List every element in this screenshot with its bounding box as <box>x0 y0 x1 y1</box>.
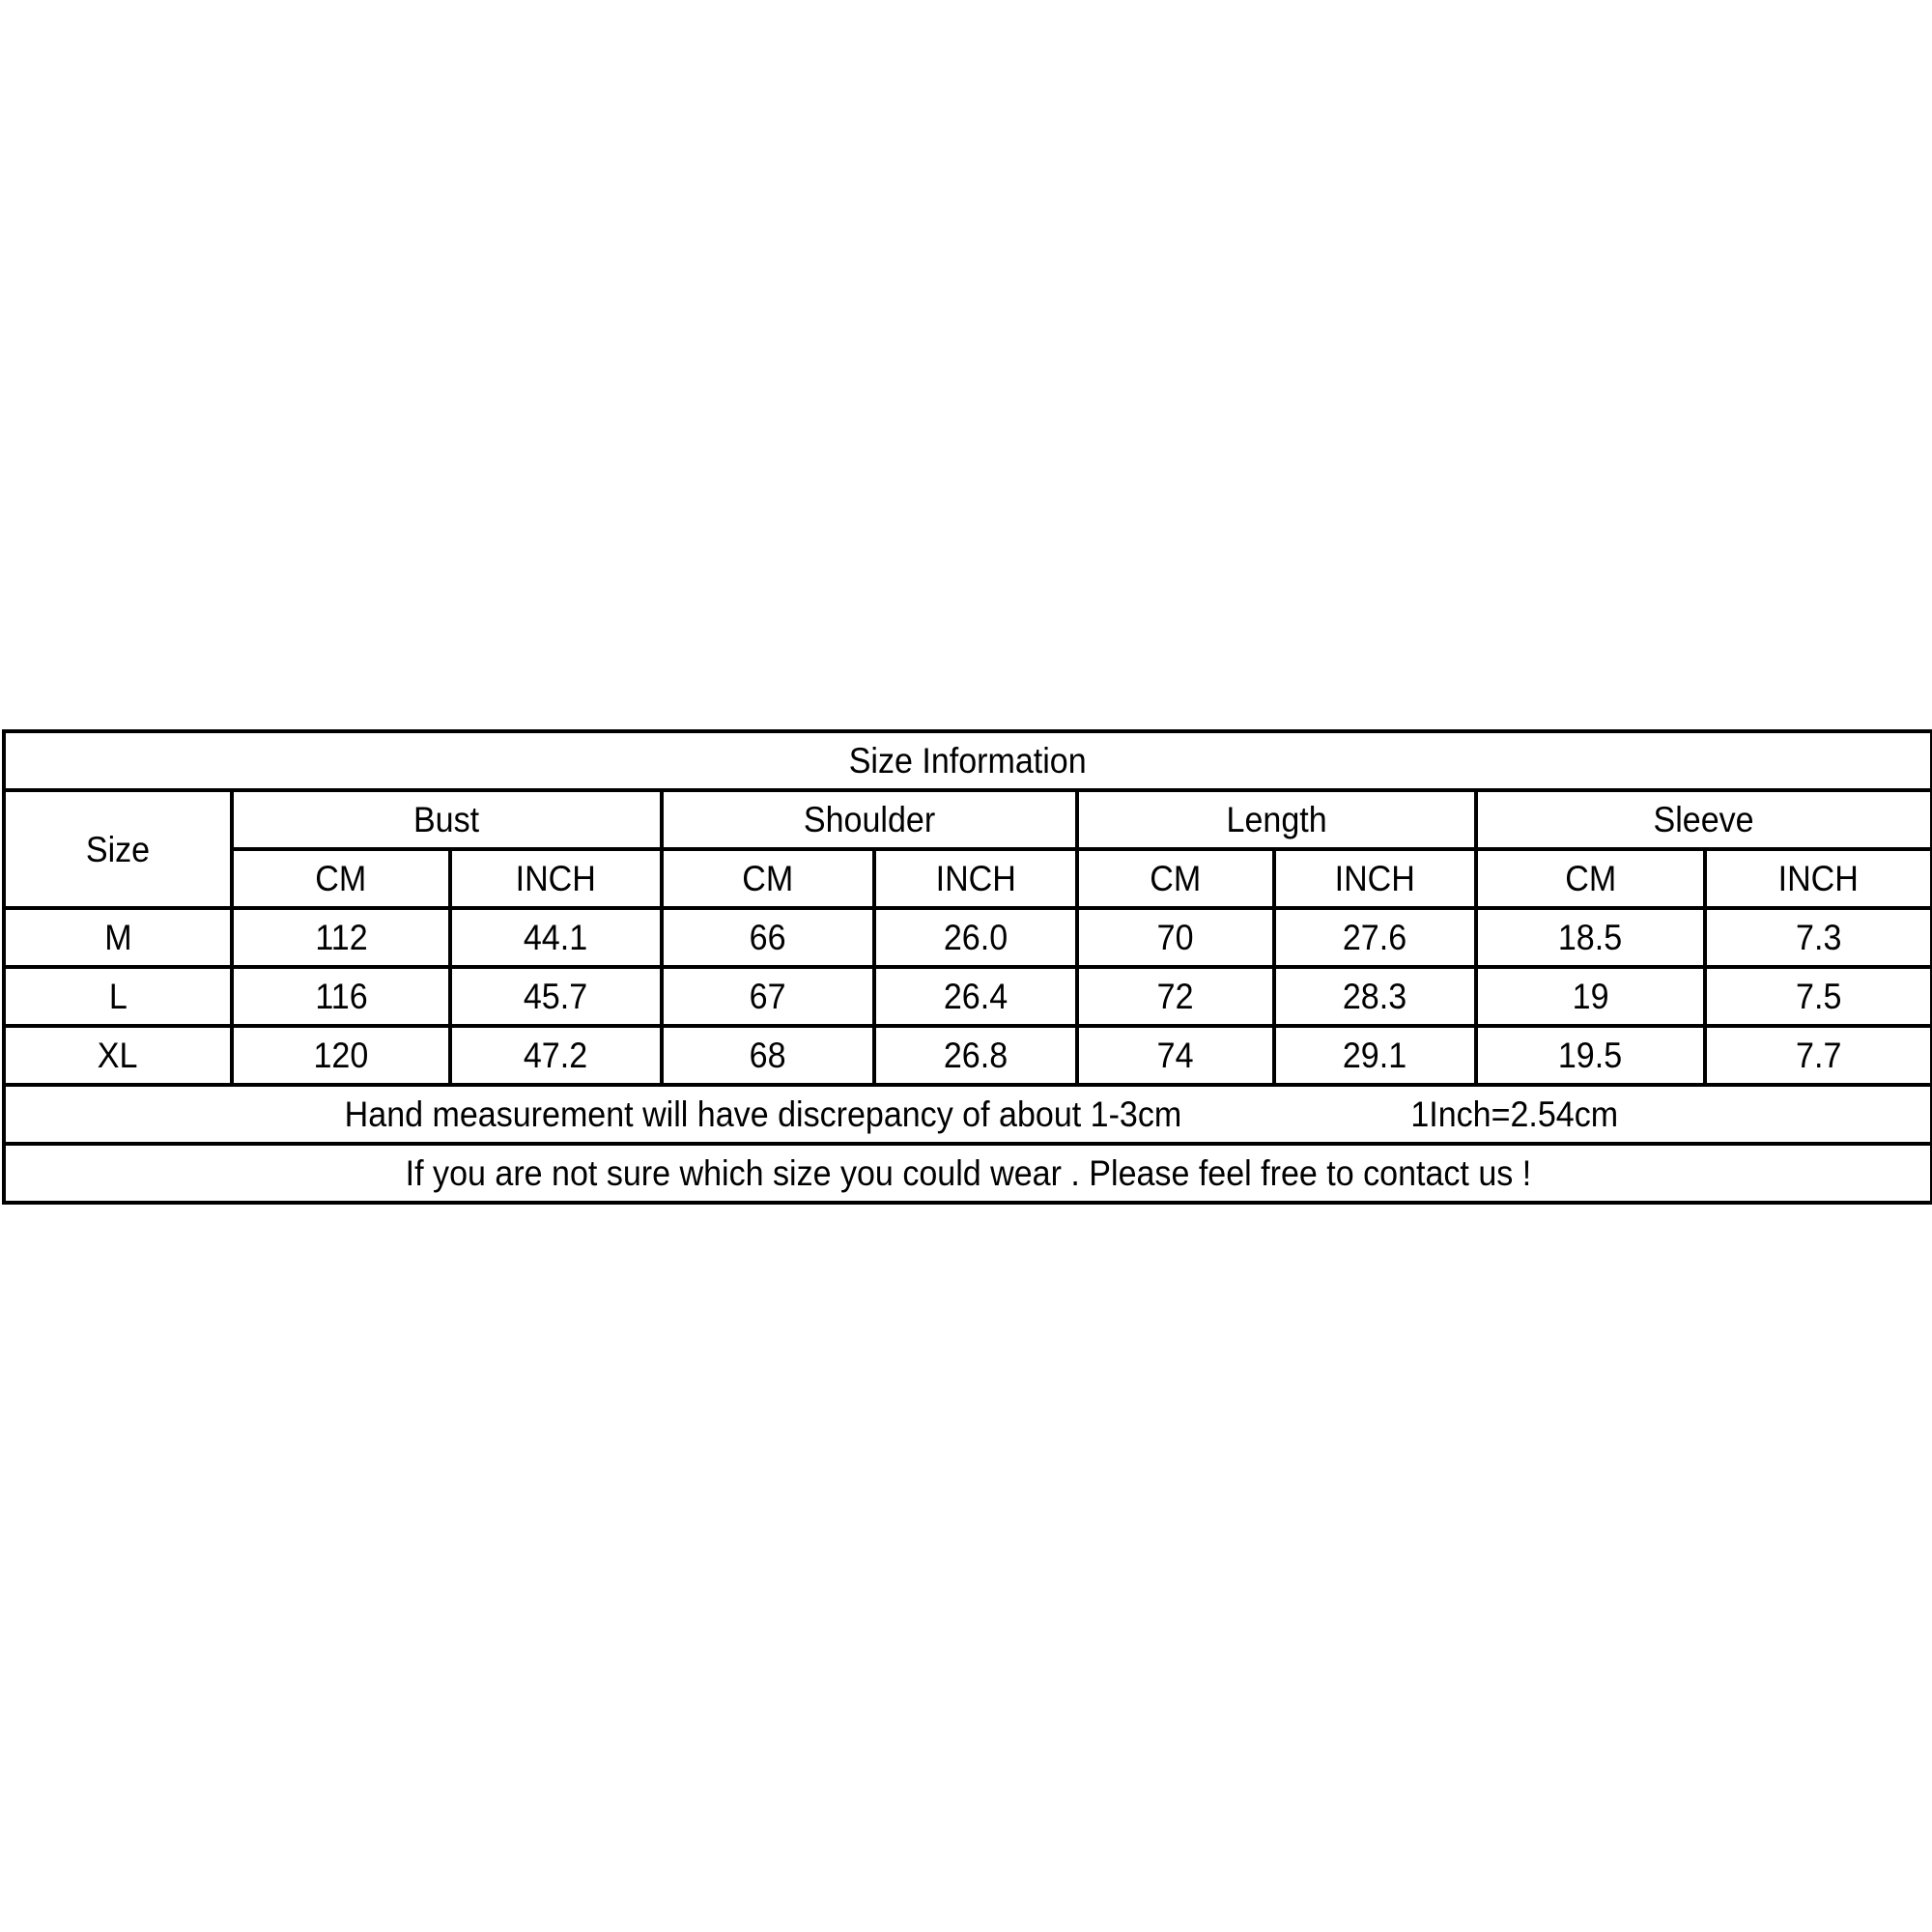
shoulder-cm-cell: 68 <box>662 1026 874 1085</box>
bust-cm-cell: 120 <box>232 1026 450 1085</box>
contact-note-row <box>4 1144 1932 1203</box>
unit-header-sleeve-cm: CM <box>1476 849 1705 908</box>
length-inch-cell: 29.1 <box>1274 1026 1476 1085</box>
group-header-bust: Bust <box>232 790 662 849</box>
sleeve-cm-cell: 18.5 <box>1476 908 1705 967</box>
shoulder-inch-cell: 26.0 <box>874 908 1077 967</box>
table-title-cell <box>4 731 1932 790</box>
bust-inch-cell: 44.1 <box>450 908 662 967</box>
length-cm-cell: 72 <box>1077 967 1274 1026</box>
size-chart-table <box>2 729 1932 1205</box>
bust-inch-cell: 47.2 <box>450 1026 662 1085</box>
shoulder-cm-cell: 67 <box>662 967 874 1026</box>
table-row <box>4 1026 1932 1085</box>
group-header-row <box>4 790 1932 849</box>
unit-header-length-inch: INCH <box>1274 849 1476 908</box>
size-header: Size <box>85 829 151 869</box>
unit-header-shoulder-cm: CM <box>662 849 874 908</box>
unit-header-length-cm: CM <box>1077 849 1274 908</box>
table-row <box>4 967 1932 1026</box>
measurement-note-cell <box>4 1085 1932 1144</box>
bust-inch-cell: 45.7 <box>450 967 662 1026</box>
contact-note-cell <box>4 1144 1932 1203</box>
size-cell: L <box>4 967 232 1026</box>
measurement-note-row <box>4 1085 1932 1144</box>
table-title: Size Information <box>849 741 1088 781</box>
sleeve-inch-cell: 7.7 <box>1705 1026 1932 1085</box>
sleeve-inch-cell: 7.5 <box>1705 967 1932 1026</box>
sleeve-cm-cell: 19 <box>1476 967 1705 1026</box>
length-inch-cell: 27.6 <box>1274 908 1476 967</box>
contact-note: If you are not sure which size you could wear . Please feel free to contact us ! <box>405 1153 1531 1193</box>
size-cell: M <box>4 908 232 967</box>
conversion-note: 1Inch=2.54cm <box>1410 1094 1619 1134</box>
shoulder-cm-cell: 66 <box>662 908 874 967</box>
sleeve-inch-cell: 7.3 <box>1705 908 1932 967</box>
shoulder-inch-cell: 26.4 <box>874 967 1077 1026</box>
measurement-note: Hand measurement will have discrepancy of about 1-3cm <box>345 1094 1182 1134</box>
length-cm-cell: 74 <box>1077 1026 1274 1085</box>
table-row <box>4 908 1932 967</box>
unit-header-bust-inch: INCH <box>450 849 662 908</box>
unit-header-shoulder-inch: INCH <box>874 849 1077 908</box>
unit-header-sleeve-inch: INCH <box>1705 849 1932 908</box>
shoulder-inch-cell: 26.8 <box>874 1026 1077 1085</box>
group-header-shoulder: Shoulder <box>662 790 1077 849</box>
sleeve-cm-cell: 19.5 <box>1476 1026 1705 1085</box>
unit-header-bust-cm: CM <box>232 849 450 908</box>
size-header-cell <box>4 790 232 908</box>
bust-cm-cell: 112 <box>232 908 450 967</box>
title-row <box>4 731 1932 790</box>
length-cm-cell: 70 <box>1077 908 1274 967</box>
group-header-length: Length <box>1077 790 1476 849</box>
size-cell: XL <box>4 1026 232 1085</box>
bust-cm-cell: 116 <box>232 967 450 1026</box>
unit-header-row <box>4 849 1932 908</box>
length-inch-cell: 28.3 <box>1274 967 1476 1026</box>
group-header-sleeve: Sleeve <box>1476 790 1932 849</box>
